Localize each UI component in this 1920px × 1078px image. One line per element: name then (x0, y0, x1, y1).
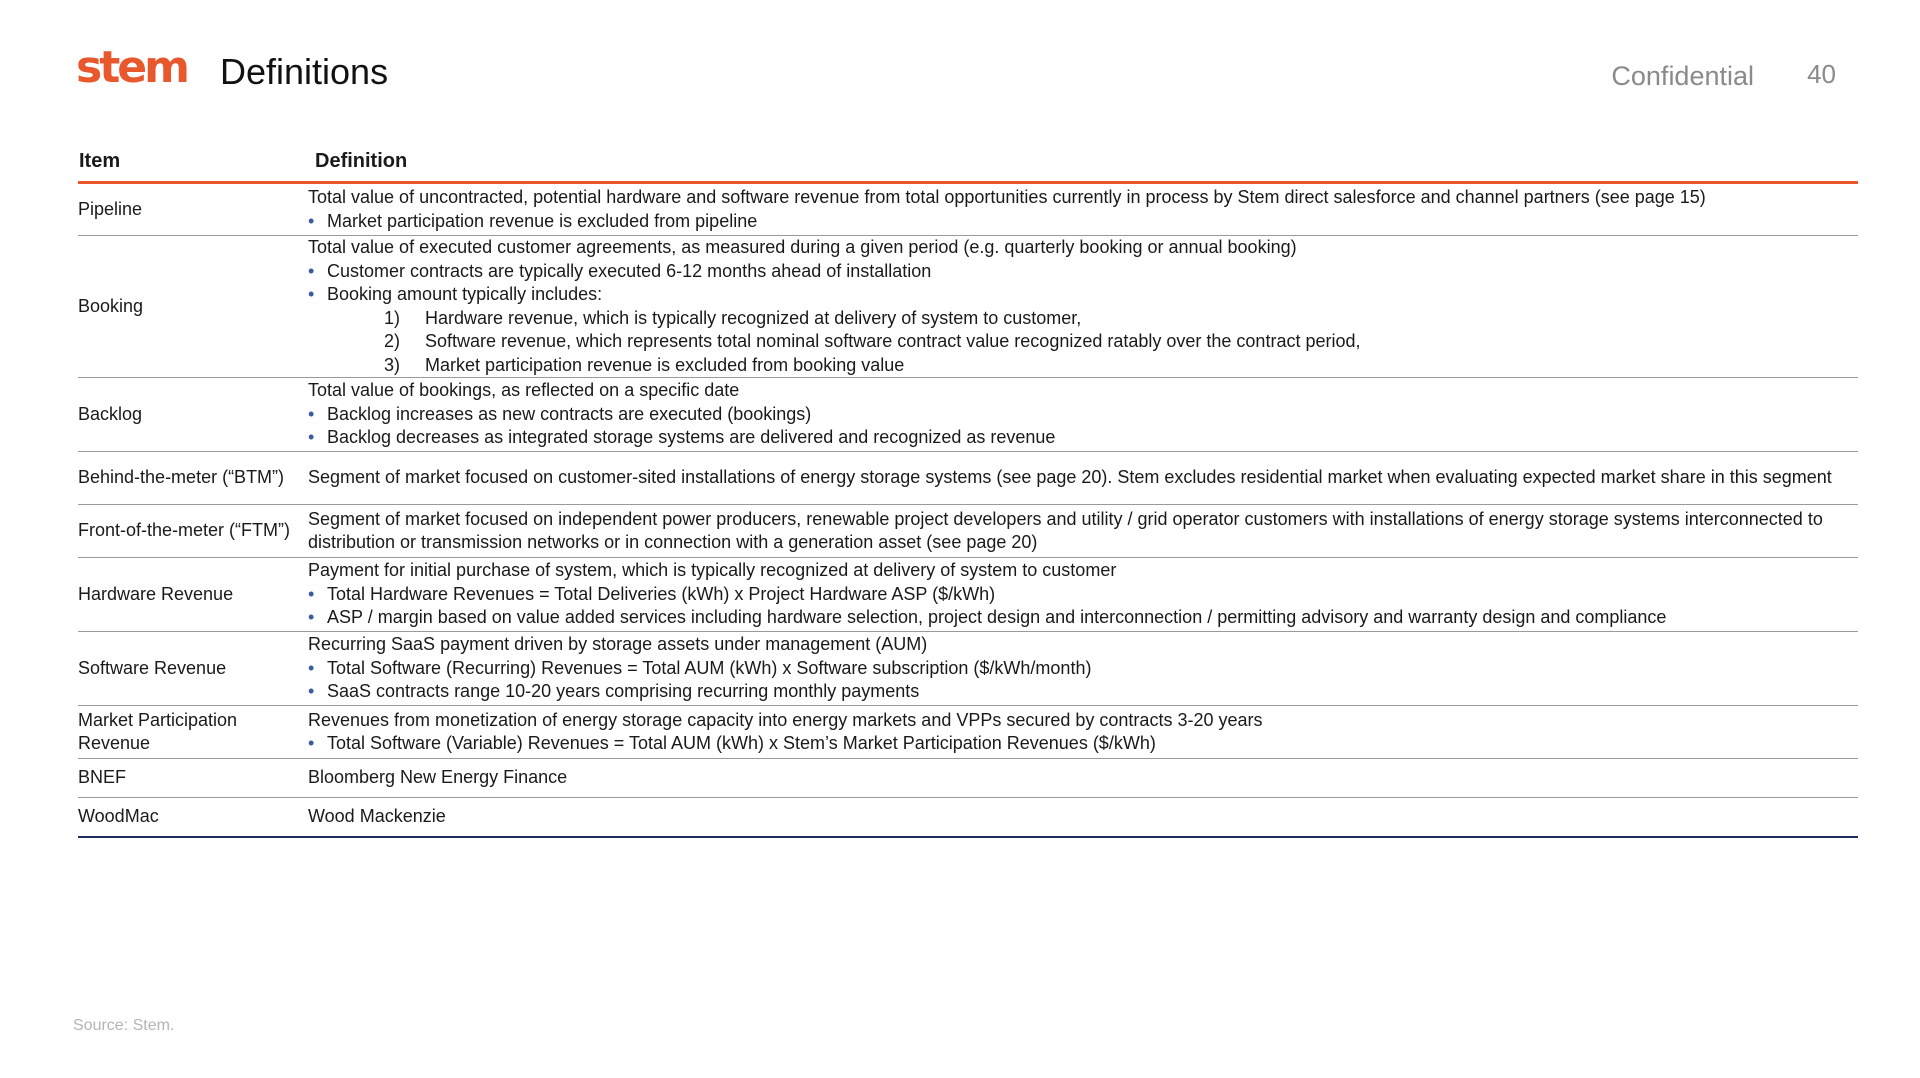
row-definition (308, 508, 1858, 555)
definition-bullet: • SaaS contracts range 10-20 years comprising recurring monthly payments (308, 680, 1858, 704)
header-definition: Definition (315, 150, 408, 172)
definition-text: Segment of market focused on customer-sited installations of energy storage systems (see page 20). Stem excludes residential market when evaluating expected market share in this segment (308, 467, 1832, 488)
row-item-label: Booking (78, 295, 144, 316)
row-item-label: Software Revenue (78, 657, 227, 678)
table-row (78, 184, 1858, 236)
definition-text: Total value of bookings, as reflected on a specific date (308, 380, 740, 401)
definition-text: Bloomberg New Energy Finance (308, 767, 568, 788)
definition-numbered-item (308, 330, 1858, 354)
definition-text: Total value of executed customer agreements, as measured during a given period (e.g. quarterly booking or annual booking) (308, 237, 1297, 257)
source-note: Source: Stem. (73, 1017, 175, 1034)
row-definition (308, 633, 1858, 704)
definition-text: Segment of market focused on independent power producers, renewable project developers and utility / grid operator customers with installations of energy storage systems interconnected to distribution or transmission networks or in connection with a generation asset (see page 20) (308, 508, 1823, 552)
list-text: Market participation revenue is excluded from booking value (425, 354, 905, 375)
definition-text: Revenues from monetization of energy storage capacity into energy markets and VPPs secured by contracts 3-20 years (308, 709, 1263, 730)
row-definition (308, 766, 1858, 790)
list-text: Hardware revenue, which is typically recognized at delivery of system to customer, (425, 307, 1082, 328)
row-item-label: Pipeline (78, 198, 143, 219)
row-definition (308, 379, 1858, 450)
row-item-label: BNEF (78, 767, 127, 788)
definition-text: Payment for initial purchase of system, which is typically recognized at delivery of system to customer (308, 560, 1117, 581)
row-item-label: Backlog (78, 403, 143, 424)
table-row (78, 236, 1858, 378)
definition-bullet: • Total Software (Variable) Revenues = Total AUM (kWh) x Stem’s Market Participation Revenues ($/kWh) (308, 732, 1858, 756)
row-definition (308, 559, 1858, 630)
table-row (78, 378, 1858, 452)
definition-text: Wood Mackenzie (308, 806, 446, 827)
list-number: 3) (384, 354, 401, 375)
row-definition (308, 236, 1858, 377)
header-item: Item (79, 150, 121, 172)
definition-numbered-item (308, 307, 1858, 331)
table-row (78, 706, 1858, 759)
definition-numbered-item (308, 354, 1858, 378)
list-text: Software revenue, which represents total nominal software contract value recognized ratably over the contract period, (425, 331, 1361, 351)
table-row (78, 558, 1858, 632)
definition-text: Recurring SaaS payment driven by storage assets under management (AUM) (308, 634, 928, 655)
table-row (78, 632, 1858, 706)
definitions-table (78, 146, 1858, 838)
definition-bullet: • Total Software (Recurring) Revenues = Total AUM (kWh) x Software subscription ($/kWh/month) (308, 657, 1858, 681)
table-row (78, 759, 1858, 798)
table-header (78, 146, 1858, 184)
page-number: 40 (1807, 59, 1836, 89)
stem-logo: stem (76, 42, 187, 93)
table-row (78, 505, 1858, 558)
row-definition (308, 466, 1858, 490)
definition-bullet: • Backlog decreases as integrated storage systems are delivered and recognized as revenue (308, 426, 1858, 450)
row-item-label: Hardware Revenue (78, 583, 234, 604)
definition-bullet: • Customer contracts are typically executed 6-12 months ahead of installation (308, 260, 1858, 284)
row-definition (308, 805, 1858, 829)
definition-bullet: • Market participation revenue is excluded from pipeline (308, 210, 1858, 234)
table-row (78, 798, 1858, 838)
row-definition (308, 709, 1858, 756)
definition-bullet: • Backlog increases as new contracts are executed (bookings) (308, 403, 1858, 427)
row-item-label: Behind-the-meter (“BTM”) (78, 467, 285, 488)
row-definition (308, 186, 1858, 233)
definition-bullet: • ASP / margin based on value added services including hardware selection, project design and interconnection / permitting advisory and warranty design and compliance (308, 606, 1858, 630)
list-number: 2) (384, 331, 401, 351)
table-body (78, 184, 1858, 838)
header (76, 44, 1844, 104)
confidential-label: Confidential (1611, 61, 1754, 91)
table-row (78, 452, 1858, 505)
row-item-label: Market Participation Revenue (78, 709, 238, 753)
definition-text: Total value of uncontracted, potential hardware and software revenue from total opportunities currently in process by Stem direct salesforce and channel partners (see page 15) (308, 187, 1706, 207)
row-item-label: WoodMac (78, 806, 159, 827)
definition-bullet: • Booking amount typically includes: (308, 283, 1858, 307)
page-title: Definitions (220, 51, 389, 92)
row-item-label: Front-of-the-meter (“FTM”) (78, 520, 291, 541)
list-number: 1) (384, 307, 401, 328)
definition-bullet: • Total Hardware Revenues = Total Deliveries (kWh) x Project Hardware ASP ($/kWh) (308, 583, 1858, 607)
